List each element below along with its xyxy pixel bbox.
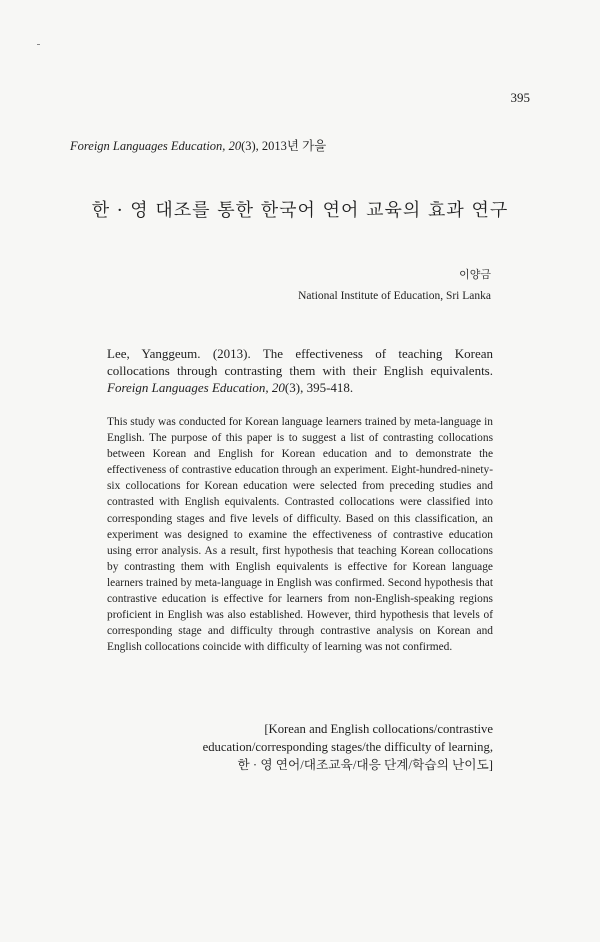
page-number: 395 xyxy=(510,90,530,105)
scan-speck xyxy=(37,44,40,45)
keywords-line-1: [Korean and English collocations/contrastive xyxy=(264,722,493,736)
abstract: This study was conducted for Korean language learners trained by meta-language in English. The purpose of this paper is to suggest a list of contrasting collocations between Korean and English for Korean education and to demonstrate the effectiveness of contrastive education through an experiment. Eight-hundred-ninety-six collocations for Korean education were selected from preceding studies and contrasted with English equivalents. Contrasted collocations were classified into corresponding stages and five levels of difficulty. Based on this classification, an experiment was designed to examine the effectiveness of contrastive education using error analysis. As a result, first hypothesis that teaching Korean collocations by contrasting them with English equivalents is effective for Korean language learners trained by meta-language in English was confirmed. Second hypothesis that contrastive education is effective for learners from non-English-speaking regions proficient in English was also established. However, third hypothesis that levels of corresponding stage and difficulty through contrastive analysis on Korean and English collocations coincide with difficulty of learning was not confirmed. xyxy=(107,416,493,654)
citation-suffix: (3), 395-418. xyxy=(284,380,354,395)
citation-volume: 20 xyxy=(271,380,285,395)
citation xyxy=(107,345,493,396)
paper-title: 한 · 영 대조를 통한 한국어 연어 교육의 효과 연구 xyxy=(91,200,509,221)
author-affiliation: National Institute of Education, Sri Lanka xyxy=(298,290,491,302)
journal-header xyxy=(70,136,326,154)
keywords xyxy=(93,720,493,774)
keywords-line-2: education/corresponding stages/the difficulty of learning, xyxy=(202,740,493,754)
journal-volume: 20 xyxy=(228,139,242,153)
journal-issue-year: (3), 2013년 가을 xyxy=(241,139,327,153)
citation-prefix: Lee, Yanggeum. (2013). The effectiveness of teaching Korean collocations through contrasting them with their English equivalents. xyxy=(107,346,493,378)
journal-name: Foreign Languages Education, xyxy=(70,139,226,153)
keywords-line-3: 한 · 영 연어/대조교육/대응 단계/학습의 난이도] xyxy=(237,758,493,772)
citation-journal: Foreign Languages Education, xyxy=(107,380,269,395)
author-name: 이양금 xyxy=(459,268,491,281)
